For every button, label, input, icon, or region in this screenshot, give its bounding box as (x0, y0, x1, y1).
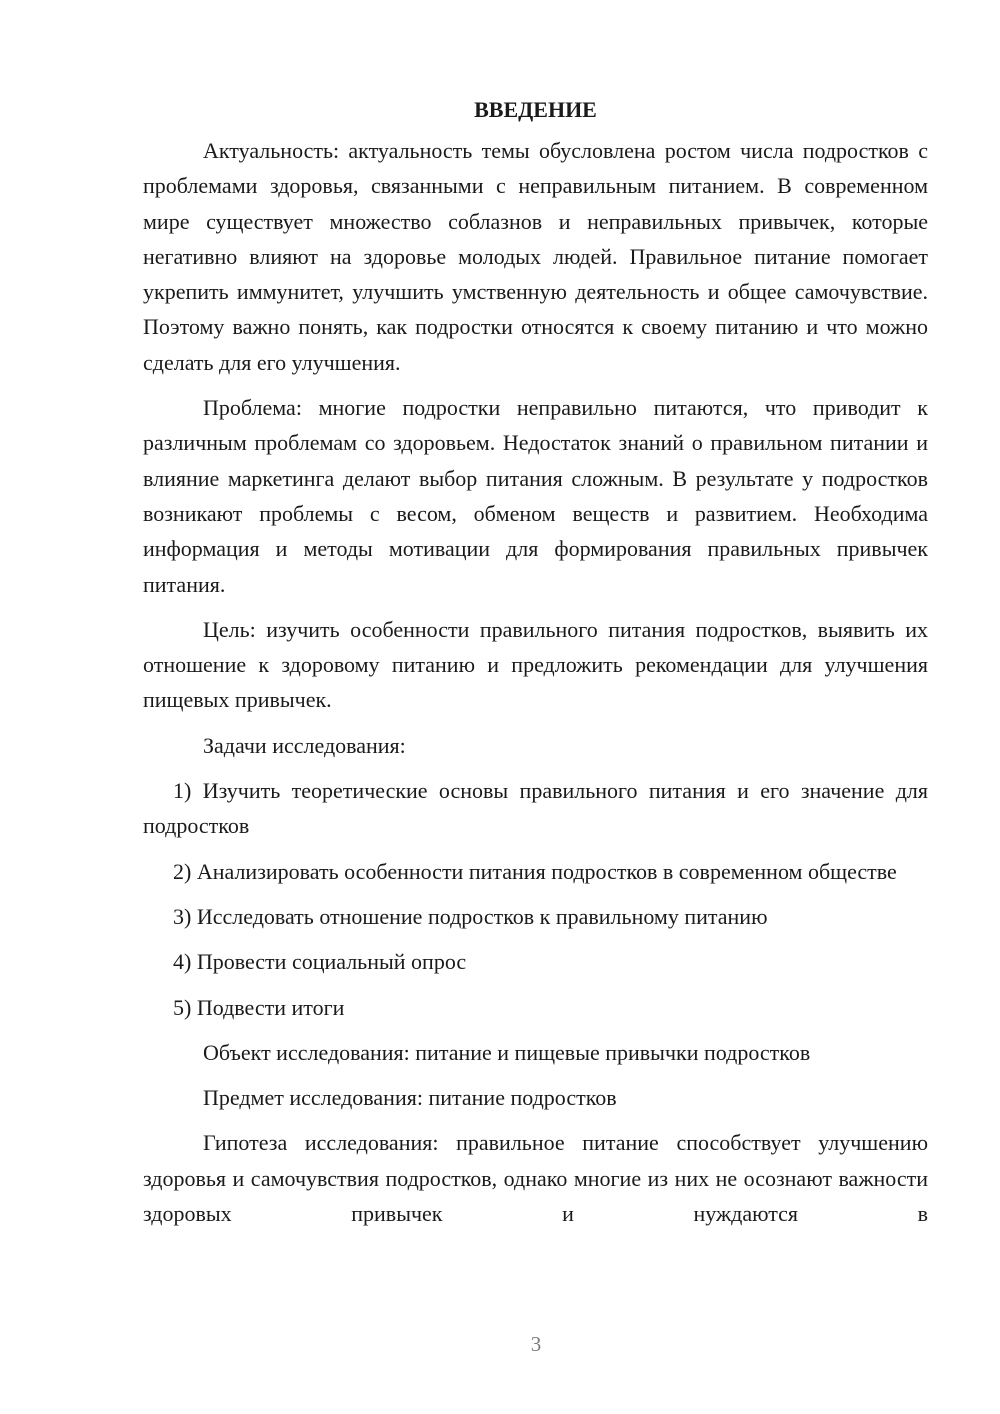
subject-line: Предмет исследования: питание подростков (203, 1085, 617, 1111)
tasks-heading: Задачи исследования: (203, 732, 406, 758)
task-item: 1) Изучить теоретические основы правильного питания и его значение для подростков (143, 778, 928, 839)
problem-paragraph: Проблема: многие подростки неправильно питаются, что приводит к различным проблемам со здоровьем. Недостаток знаний о правильном питании и влияние маркетинга делают выбор питания сложным. В результате у подростков возникают проблемы с весом, обменом веществ и развитием. Необходима информация и методы мотивации для формирования правильных привычек питания. (143, 395, 928, 597)
task-item: 4) Провести социальный опрос (173, 949, 467, 975)
task-item: 5) Подвести итоги (173, 994, 345, 1020)
tasks-list (143, 773, 928, 1025)
hypothesis-paragraph: Гипотеза исследования: правильное питание способствует улучшению здоровья и самочувствия подростков, однако многие из них не осознают важности здоровых привычек и нуждаются в (143, 1130, 928, 1227)
page-number: 3 (530, 1332, 542, 1356)
task-item: 3) Исследовать отношение подростков к правильному питанию (173, 903, 768, 929)
relevance-paragraph: Актуальность: актуальность темы обусловлена ростом числа подростков с проблемами здоровья, связанными с неправильным питанием. В современном мире существует множество соблазнов и неправильных привычек, которые негативно влияют на здоровье молодых людей. Правильное питание помогает укрепить иммунитет, улучшить умственную деятельность и общее самочувствие. Поэтому важно понять, как подростки относятся к своему питанию и что можно сделать для его улучшения. (143, 138, 928, 375)
object-line: Объект исследования: питание и пищевые привычки подростков (203, 1039, 811, 1065)
goal-paragraph: Цель: изучить особенности правильного питания подростков, выявить их отношение к здоровому питанию и предложить рекомендации для улучшения пищевых привычек. (143, 616, 928, 713)
document-page (143, 92, 928, 1231)
task-item: 2) Анализировать особенности питания подростков в современном обществе (173, 858, 897, 884)
section-title: ВВЕДЕНИЕ (474, 97, 597, 122)
